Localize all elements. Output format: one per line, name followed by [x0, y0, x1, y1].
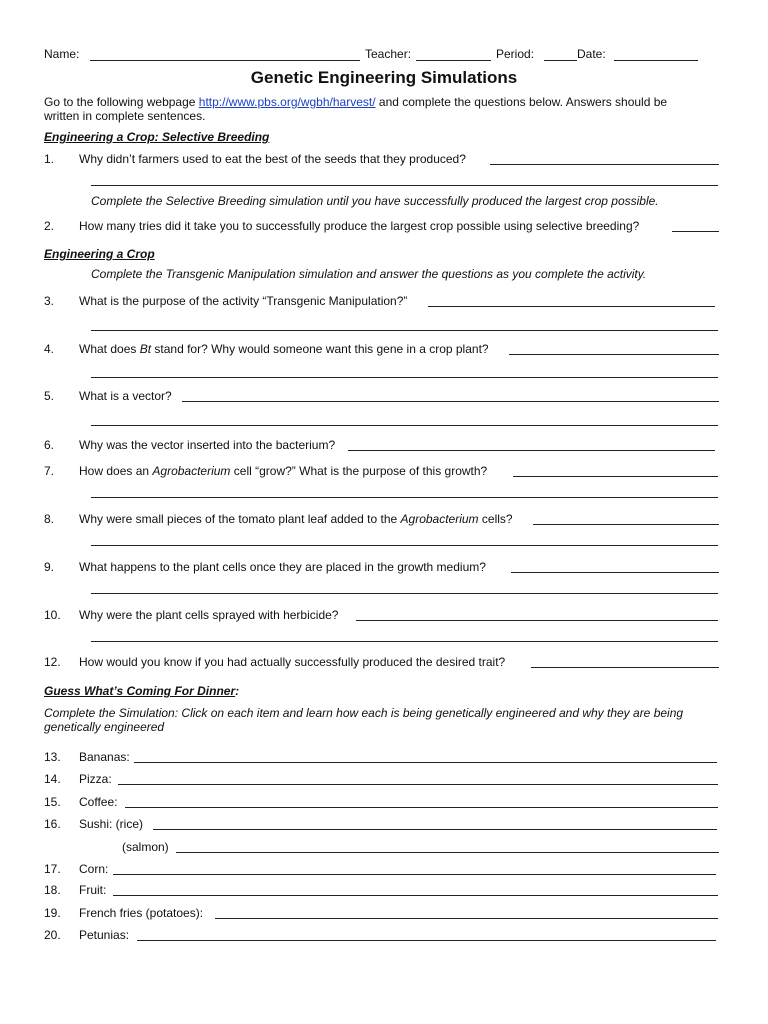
- question-4-text-italic: Bt: [139, 342, 152, 356]
- answer-line[interactable]: [533, 524, 719, 525]
- harvest-link[interactable]: http://www.pbs.org/wgbh/harvest/: [198, 95, 376, 109]
- question-number: 1.: [44, 152, 55, 166]
- item-number: 18.: [44, 883, 61, 897]
- item-label-petunias: Petunias:: [79, 928, 130, 942]
- item-number: 19.: [44, 906, 61, 920]
- answer-line[interactable]: [509, 354, 719, 355]
- answer-line[interactable]: [137, 940, 716, 941]
- answer-line[interactable]: [513, 476, 718, 477]
- answer-line[interactable]: [215, 918, 718, 919]
- page-title: Genetic Engineering Simulations: [250, 68, 518, 87]
- question-8-text-italic: Agrobacterium: [400, 512, 479, 526]
- item-number: 14.: [44, 772, 61, 786]
- question-8-text-pre: Why were small pieces of the tomato plant leaf added to the: [79, 512, 401, 526]
- item-number: 15.: [44, 795, 61, 809]
- selective-breeding-instruction: Complete the Selective Breeding simulation until you have successfully produced the largest crop possible.: [91, 194, 659, 208]
- question-5-text: What is a vector?: [79, 389, 172, 403]
- question-number: 8.: [44, 512, 55, 526]
- question-number: 12.: [44, 655, 61, 669]
- question-2-text: How many tries did it take you to successfully produce the largest crop possible using selective breeding?: [79, 219, 640, 233]
- question-7-text: [79, 464, 487, 478]
- answer-line[interactable]: [91, 330, 718, 331]
- answer-line[interactable]: [113, 874, 716, 875]
- question-10-text: Why were the plant cells sprayed with herbicide?: [79, 608, 339, 622]
- question-3-text: What is the purpose of the activity “Transgenic Manipulation?”: [79, 294, 408, 308]
- question-7-text-post: cell “grow?” What is the purpose of this growth?: [230, 464, 488, 478]
- answer-line[interactable]: [91, 545, 718, 546]
- answer-line[interactable]: [91, 185, 718, 186]
- item-label-corn: Corn:: [79, 862, 109, 876]
- dinner-instruction-line-1: Complete the Simulation: Click on each item and learn how each is being genetically engineered and why they are being: [44, 706, 684, 720]
- answer-line[interactable]: [182, 401, 719, 402]
- question-7-text-pre: How does an: [79, 464, 153, 478]
- answer-line[interactable]: [176, 852, 719, 853]
- section-heading-engineering-a-crop: Engineering a Crop: [44, 247, 155, 261]
- question-8-text: [79, 512, 513, 526]
- question-4-text: [79, 342, 489, 356]
- answer-line[interactable]: [153, 829, 717, 830]
- item-label-fruit: Fruit:: [79, 883, 107, 897]
- intro-text-after: and complete the questions below. Answers should be: [378, 95, 668, 109]
- section-heading-colon: :: [235, 684, 240, 698]
- item-number: 20.: [44, 928, 61, 942]
- transgenic-instruction: Complete the Transgenic Manipulation simulation and answer the questions as you complete the activity.: [91, 267, 647, 281]
- question-8-text-post: cells?: [478, 512, 513, 526]
- item-label-sushi-salmon: (salmon): [122, 840, 169, 854]
- question-number: 7.: [44, 464, 55, 478]
- answer-line[interactable]: [428, 306, 715, 307]
- question-number: 4.: [44, 342, 55, 356]
- question-6-text: Why was the vector inserted into the bacterium?: [79, 438, 336, 452]
- question-4-text-post: stand for? Why would someone want this gene in a crop plant?: [151, 342, 489, 356]
- section-heading-selective-breeding: Engineering a Crop: Selective Breeding: [44, 130, 270, 144]
- name-label: Name:: [44, 47, 80, 61]
- period-field[interactable]: [544, 60, 577, 61]
- item-label-bananas: Bananas:: [79, 750, 130, 764]
- question-1-text: Why didn’t farmers used to eat the best of the seeds that they produced?: [79, 152, 466, 166]
- intro-text-before: Go to the following webpage: [44, 95, 196, 109]
- question-7-text-italic: Agrobacterium: [152, 464, 231, 478]
- question-number: 6.: [44, 438, 55, 452]
- item-number: 13.: [44, 750, 61, 764]
- name-field[interactable]: [90, 60, 360, 61]
- section-heading-coming-for-dinner-text: Guess What’s Coming For Dinner: [44, 684, 236, 698]
- answer-line[interactable]: [91, 497, 718, 498]
- item-label-pizza: Pizza:: [79, 772, 112, 786]
- question-number: 9.: [44, 560, 55, 574]
- answer-line[interactable]: [91, 593, 718, 594]
- answer-line[interactable]: [113, 895, 718, 896]
- question-number: 5.: [44, 389, 55, 403]
- answer-line[interactable]: [134, 762, 717, 763]
- item-number: 16.: [44, 817, 61, 831]
- question-4-text-pre: What does: [79, 342, 140, 356]
- answer-line[interactable]: [91, 377, 718, 378]
- question-number: 3.: [44, 294, 55, 308]
- answer-line[interactable]: [91, 641, 718, 642]
- answer-line[interactable]: [356, 620, 718, 621]
- intro-line-2: written in complete sentences.: [44, 109, 206, 123]
- intro-line-1: [44, 95, 667, 109]
- answer-line[interactable]: [531, 667, 719, 668]
- teacher-field[interactable]: [416, 60, 491, 61]
- question-12-text: How would you know if you had actually successfully produced the desired trait?: [79, 655, 506, 669]
- question-number: 2.: [44, 219, 55, 233]
- answer-line[interactable]: [125, 807, 718, 808]
- item-label-sushi-rice: Sushi: (rice): [79, 817, 144, 831]
- item-number: 17.: [44, 862, 61, 876]
- answer-line[interactable]: [118, 784, 718, 785]
- answer-line[interactable]: [672, 231, 719, 232]
- teacher-label: Teacher:: [365, 47, 412, 61]
- answer-line[interactable]: [348, 450, 715, 451]
- date-field[interactable]: [614, 60, 698, 61]
- answer-line[interactable]: [490, 164, 719, 165]
- item-label-coffee: Coffee:: [79, 795, 118, 809]
- question-number: 10.: [44, 608, 61, 622]
- period-label: Period:: [496, 47, 535, 61]
- answer-line[interactable]: [511, 572, 719, 573]
- date-label: Date:: [577, 47, 606, 61]
- item-label-french-fries: French fries (potatoes):: [79, 906, 204, 920]
- dinner-instruction-line-2: genetically engineered: [44, 720, 165, 734]
- answer-line[interactable]: [91, 425, 718, 426]
- section-heading-coming-for-dinner: [44, 684, 239, 698]
- question-9-text: What happens to the plant cells once they are placed in the growth medium?: [79, 560, 486, 574]
